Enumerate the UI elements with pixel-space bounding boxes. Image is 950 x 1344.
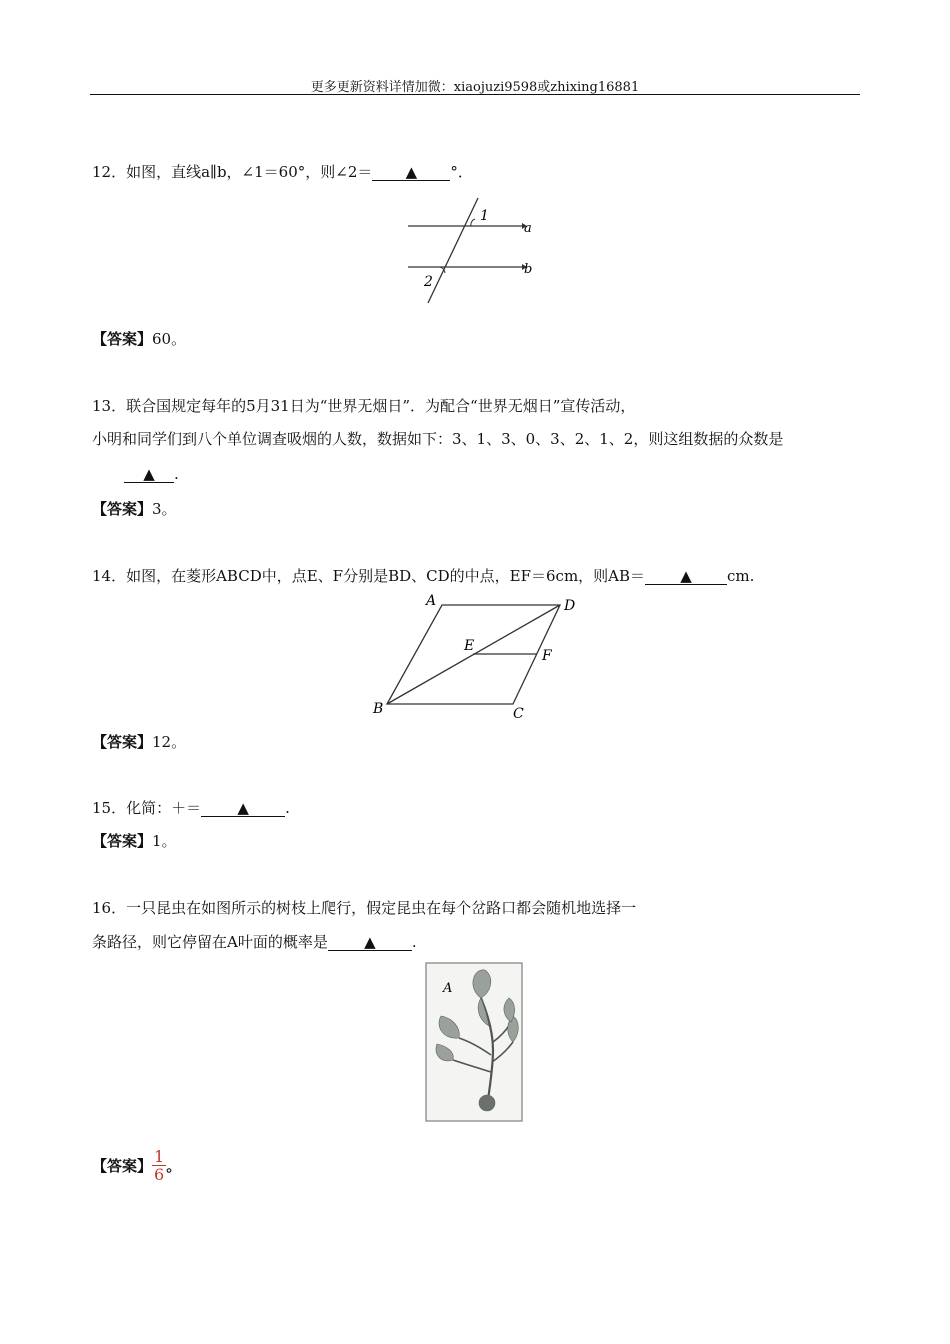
label-E: E — [464, 638, 475, 654]
label-1: 1 — [480, 208, 489, 224]
q16-text: 条路径，则它停留在A叶面的概率是 — [92, 933, 328, 951]
label-C: C — [513, 706, 524, 722]
page-header: 更多更新资料详情加微：xiaojuzi9598或zhixing16881 — [310, 80, 640, 95]
q12-text: 12．如图，直线a∥b，∠1＝60°，则∠2＝ — [92, 163, 373, 181]
q13-answer-blank[interactable] — [124, 466, 174, 483]
q14-answer-blank[interactable] — [645, 568, 727, 585]
q15-text: 15．化简：＋＝ — [92, 799, 202, 817]
label-D: D — [564, 598, 576, 614]
q16-line-2 — [92, 931, 417, 952]
q13-end: . — [174, 465, 179, 483]
q12-answer — [92, 328, 186, 349]
question-15 — [92, 797, 290, 818]
label-B: B — [373, 701, 384, 717]
q16-figure — [423, 960, 525, 1125]
triangle-icon: ▲ — [364, 933, 376, 951]
q12-figure — [400, 195, 550, 305]
header-divider — [90, 94, 860, 95]
q16-answer-end: 。 — [166, 1157, 182, 1175]
q13-answer — [92, 498, 177, 519]
q12-text-end: °． — [450, 163, 473, 181]
q16-answer-blank[interactable] — [328, 934, 412, 951]
question-14 — [92, 565, 754, 586]
label-F: F — [542, 648, 552, 664]
q14-text-end: cm. — [727, 567, 755, 585]
transversal-line — [428, 198, 478, 303]
label-A: A — [426, 593, 437, 609]
q15-answer — [92, 830, 177, 851]
q13-line-1: 13．联合国规定每年的5月31日为“世界无烟日”．为配合“世界无烟日”宣传活动， — [92, 397, 636, 415]
q15-text-end: . — [285, 799, 290, 817]
q13-answer-value: 3。 — [152, 500, 177, 518]
question-12 — [92, 161, 473, 182]
q14-answer — [92, 731, 186, 752]
q16-answer-fraction — [152, 1148, 166, 1183]
q14-figure — [365, 590, 585, 725]
label-A: A — [443, 981, 453, 996]
triangle-icon: ▲ — [237, 799, 249, 817]
q16-text-end: . — [411, 933, 417, 951]
q13-line-3 — [124, 465, 179, 483]
label-b: b — [524, 262, 533, 277]
angle-1-arc — [471, 219, 475, 226]
answer-label: 【答案】 — [92, 1157, 153, 1175]
q14-answer-value: 12。 — [152, 733, 187, 751]
q16-line-1: 16．一只昆虫在如图所示的树枝上爬行，假定昆虫在每个岔路口都会随机地选择一 — [92, 899, 637, 917]
fraction-denominator: 6 — [154, 1165, 165, 1184]
q12-answer-blank[interactable] — [372, 164, 450, 181]
label-2: 2 — [424, 274, 433, 290]
q15-answer-blank[interactable] — [201, 800, 285, 817]
answer-label: 【答案】 — [92, 500, 153, 518]
q13-line-2: 小明和同学们到八个单位调查吸烟的人数，数据如下：3、1、3、0、3、2、1、2，则这组数据的众数是 — [92, 430, 784, 448]
triangle-icon: ▲ — [143, 465, 155, 483]
label-a: a — [524, 221, 532, 236]
fraction-numerator: 1 — [154, 1147, 165, 1166]
q12-answer-value: 60。 — [152, 330, 187, 348]
q14-text: 14．如图，在菱形ABCD中，点E、F分别是BD、CD的中点，EF＝6cm，则AB＝ — [92, 567, 646, 585]
answer-label: 【答案】 — [92, 832, 153, 850]
answer-label: 【答案】 — [92, 733, 153, 751]
q15-answer-value: 1。 — [152, 832, 177, 850]
triangle-icon: ▲ — [405, 163, 418, 181]
answer-label: 【答案】 — [92, 330, 153, 348]
q16-answer — [92, 1148, 181, 1183]
triangle-icon: ▲ — [680, 567, 692, 585]
